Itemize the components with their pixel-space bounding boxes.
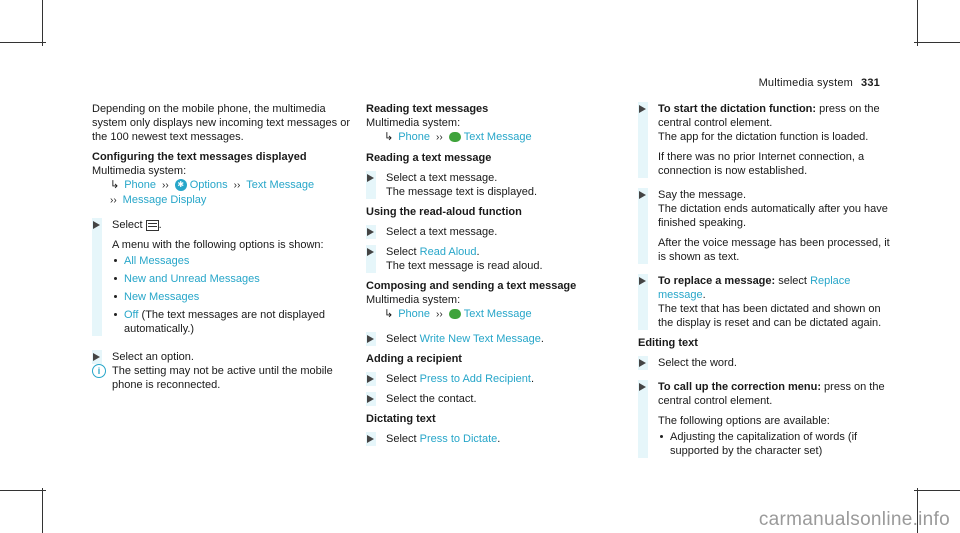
crop-mark [42,488,43,533]
option-link[interactable]: All Messages [124,255,190,267]
heading-read-aloud: Using the read-aloud function [366,206,522,218]
path-arrow-icon: ↳ [384,308,394,320]
list-item: Adjusting the capitalization of words (if supported by the character set) [658,430,898,458]
step-text: press on the central control element. [658,381,885,407]
heading-dictating: Dictating text [366,413,436,425]
step-arrow-icon [93,221,100,229]
step-say-message [638,188,898,264]
step-arrow-icon [639,277,646,285]
step-label: To replace a message: [658,275,776,287]
step-replace-message: To replace a message: select Replace message. The text that has been dictated and shown on the display is reset and can be dictated again. [638,274,898,330]
intro-text: Depending on the mobile phone, the multimedia system only displays new incoming text messages or the 100 newest text messages. [92,103,350,143]
step-select-menu: Select . A menu with the following options is shown: All Messages New and Unread Messages New Messages Off (The text messages are not displayed automatically.) [92,218,352,336]
heading-configure: Configuring the text messages displayed [92,151,307,163]
step-arrow-icon [93,353,100,361]
column-1 [92,102,352,392]
step-select-message [366,225,626,239]
step-text: Select [386,433,417,445]
path-phone[interactable]: Phone [398,131,431,143]
option-link[interactable]: New and Unread Messages [124,273,260,285]
path-phone[interactable]: Phone [124,179,157,191]
step-note: A menu with the following options is shown: [112,239,324,251]
crop-mark [42,0,43,46]
step-arrow-icon [639,359,646,367]
path-options[interactable]: Options [189,179,228,191]
step-text: select [778,275,807,287]
step-text: Select the word. [658,357,737,369]
chevron-icon: ›› [436,132,443,143]
path-message-display[interactable]: Message Display [122,194,207,206]
step-result: The app for the dictation function is loaded. [658,131,869,143]
heading-reading-messages: Reading text messages [366,103,489,115]
dictate-link[interactable]: Press to Dictate [419,433,498,445]
crop-mark [914,490,960,491]
crop-mark [917,0,918,46]
list-item [112,308,352,336]
step-arrow-icon [367,228,374,236]
path-phone[interactable]: Phone [398,308,431,320]
path-arrow-icon: ↳ [384,131,394,143]
crop-mark [0,490,46,491]
list-item [112,272,352,286]
message-icon [449,132,461,142]
note [92,364,352,392]
step-select-message [366,171,626,199]
step-text: press on the central control element. [658,103,880,129]
heading-editing: Editing text [638,337,698,349]
add-recipient-link[interactable]: Press to Add Recipient [419,373,531,385]
option-off-link[interactable]: Off [124,309,139,321]
step-arrow-icon [367,435,374,443]
column-2 [366,102,626,446]
step-note: The following options are available: [658,415,830,427]
path-arrow-icon: ↳ [110,179,120,191]
path-text-message[interactable]: Text Message [463,308,532,320]
step-text: Select [112,219,143,231]
write-new-link[interactable]: Write New Text Message [419,333,541,345]
options-list [112,254,352,336]
chevron-icon: ›› [436,309,443,320]
message-icon [449,309,461,319]
list-item [112,290,352,304]
step-text: Say the message. [658,189,747,201]
step-add-recipient: Select Press to Add Recipient. [366,372,626,386]
off-description: (The text messages are not displayed automatically.) [124,309,325,335]
step-arrow-icon [639,383,646,391]
step-start-dictation [638,102,898,178]
step-read-aloud: Select Read Aloud. The text message is read aloud. [366,245,626,273]
page-number: 331 [861,77,880,89]
step-text: Select a text message. [386,172,498,184]
step-label: To call up the correction menu: [658,381,821,393]
step-arrow-icon [367,248,374,256]
step-text: Select [386,373,417,385]
step-result: The text message is read aloud. [386,260,543,272]
path-text-message[interactable]: Text Message [246,179,315,191]
step-result: The text that has been dictated and shown on the display is reset and can be dictated again. [658,303,882,329]
step-note: After the voice message has been processed, it is shown as text. [658,237,890,263]
menu-path [366,130,626,145]
step-write-new: Select Write New Text Message. [366,332,626,346]
menu-path [366,307,626,322]
menu-path [92,178,352,208]
step-label: To start the dictation function: [658,103,817,115]
watermark: carmanualsonline.info [758,509,950,530]
menu-icon [146,220,159,231]
replace-message-link[interactable]: Replace message [658,275,851,301]
step-arrow-icon [367,335,374,343]
step-select-contact [366,392,626,406]
step-dictate: Select Press to Dictate. [366,432,626,446]
multimedia-system-label: Multimedia system: [366,117,461,129]
chevron-icon: ›› [162,180,169,191]
step-result: The message text is displayed. [386,186,538,198]
step-arrow-icon [367,174,374,182]
heading-adding-recipient: Adding a recipient [366,353,462,365]
note-text: The setting may not be active until the mobile phone is reconnected. [112,365,333,391]
step-arrow-icon [639,105,646,113]
path-text-message[interactable]: Text Message [463,131,532,143]
option-link[interactable]: New Messages [124,291,200,303]
info-icon: i [92,364,106,378]
chevron-icon: ›› [110,195,117,206]
step-arrow-icon [367,375,374,383]
heading-composing: Composing and sending a text message [366,280,577,292]
heading-reading-a-message: Reading a text message [366,152,492,164]
section-title: Multimedia system [758,77,854,89]
page-header [759,76,880,90]
step-text: Select an option. [112,351,194,363]
step-arrow-icon [639,191,646,199]
step-arrow-icon [367,395,374,403]
multimedia-system-label: Multimedia system: [366,294,461,306]
crop-mark [914,42,960,43]
step-text: Select [386,246,417,258]
step-text: Select [386,333,417,345]
list-item [112,254,352,268]
step-note: If there was no prior Internet connection, a connection is now established. [658,151,865,177]
read-aloud-link[interactable]: Read Aloud [419,246,477,258]
chevron-icon: ›› [233,180,241,191]
step-correction-menu [638,380,898,458]
step-result: The dictation ends automatically after you have finished speaking. [658,203,888,229]
settings-icon: ✱ [175,179,187,191]
step-text: Select a text message. [386,226,498,238]
step-select-word [638,356,898,370]
column-3 [638,102,898,462]
correction-options-list [658,430,898,458]
multimedia-system-label: Multimedia system: [92,165,187,177]
step-text: Select the contact. [386,393,477,405]
step-select-option [92,350,352,364]
crop-mark [0,42,46,43]
